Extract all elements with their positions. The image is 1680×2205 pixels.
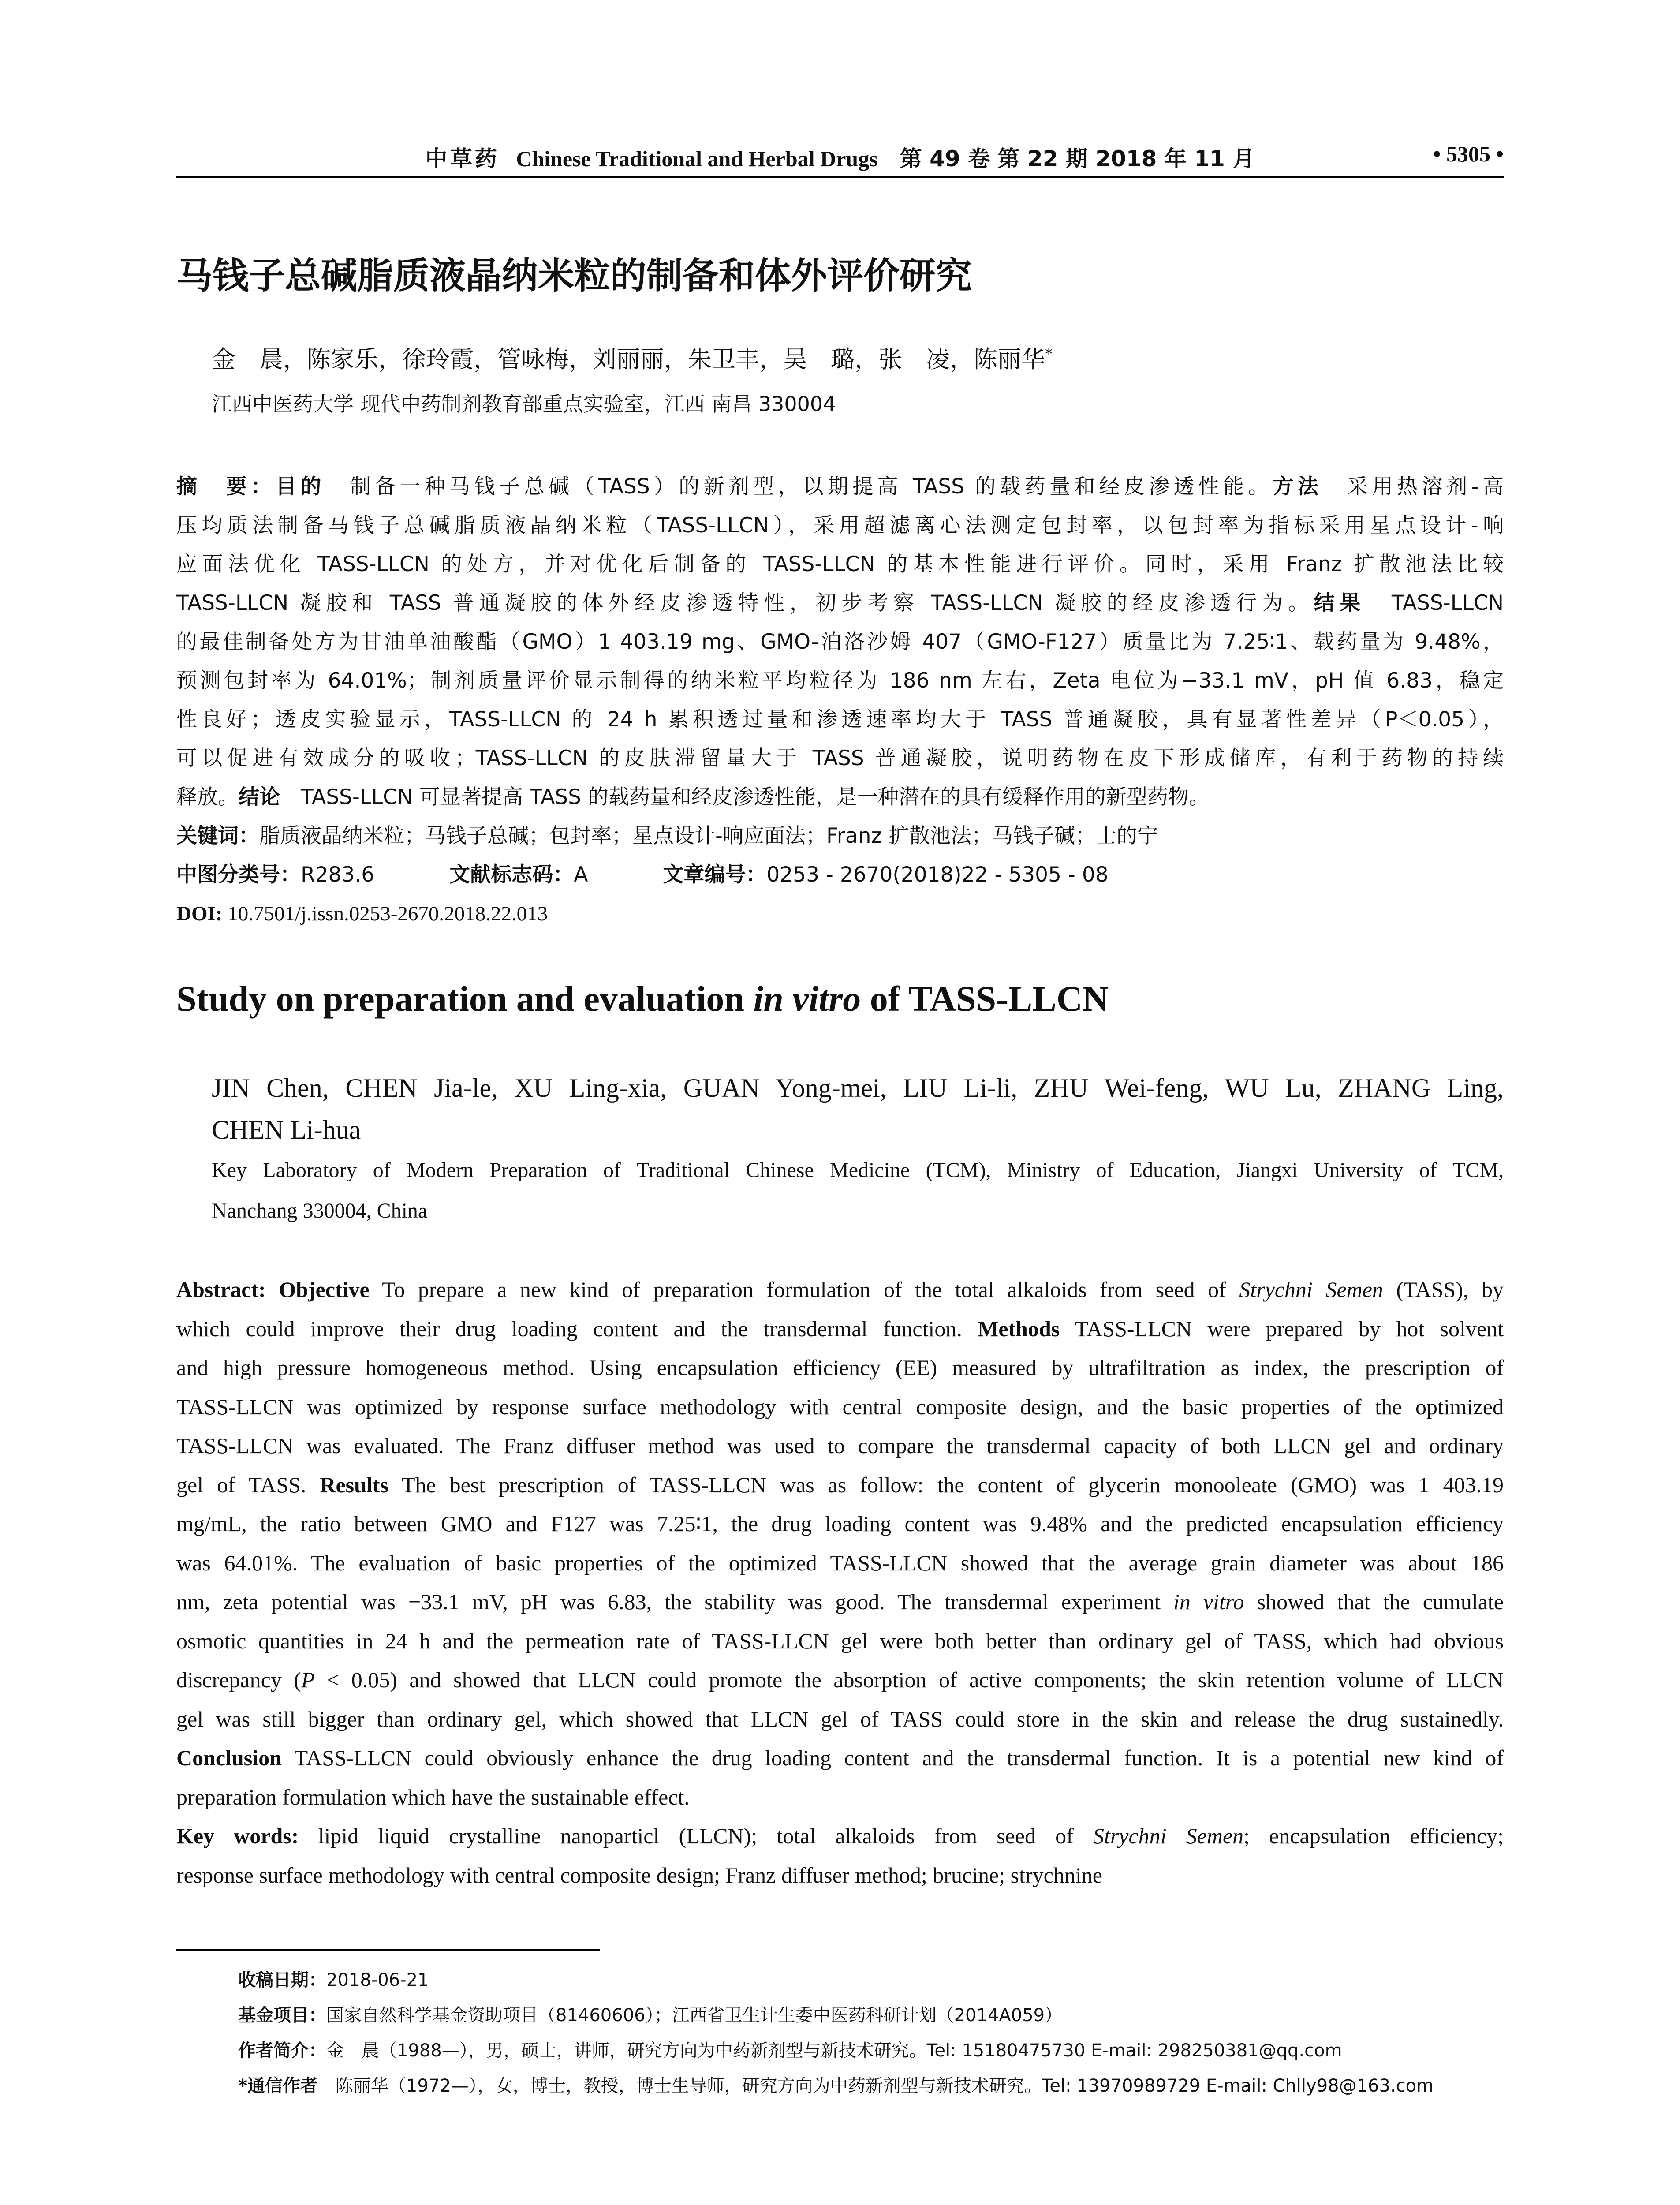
results-label-cn: 结果: [1314, 591, 1366, 615]
abstract-en-line-2: which could improve their drug loading content and the transdermal function. Methods TASS-LLCN were prepared by hot solvent: [176, 1316, 1504, 1341]
header-journal: [176, 141, 1504, 173]
keywords-cn-label: 关键词：: [176, 824, 259, 848]
abstract-cn-label: 摘 要：: [176, 475, 276, 499]
page-number: • 5305 •: [1433, 142, 1504, 166]
keywords-en-line-1: Key words: lipid liquid crystalline nanoparticl (LLCN); total alkaloids from seed of Strychni Semen; encapsulation efficiency;: [176, 1824, 1504, 1848]
abstract-conclusion-label: Conclusion: [176, 1745, 282, 1770]
footnotes: [238, 1962, 1434, 2104]
article-number: 0253 - 2670(2018)22 - 5305 - 08: [766, 863, 1109, 887]
clc-number: R283.6: [301, 863, 375, 887]
keywords-en-label: Key words:: [176, 1824, 299, 1848]
article-title-en: Study on preparation and evaluation in vitro of TASS-LLCN: [176, 979, 1109, 1019]
abstract-cn-line-5: 的最佳制备处方为甘油单油酸酯（GMO）1 403.19 mg、GMO-泊洛沙姆 407（GMO-F127）质量比为 7.25∶1、载药量为 9.48%，: [176, 630, 1504, 654]
abstract-cn-line-6: 预测包封率为 64.01%；制剂质量评价显示制得的纳米粒平均粒径为 186 nm 左右，Zeta 电位为−33.1 mV，pH 值 6.83，稳定: [176, 669, 1504, 693]
authors-en-line-1: JIN Chen, CHEN Jia-le, XU Ling-xia, GUAN Yong-mei, LIU Li-li, ZHU Wei-feng, WU Lu, ZHANG Ling,: [212, 1073, 1504, 1102]
objective-label-cn: 目的: [276, 475, 325, 499]
abstract-en-line-4: TASS-LLCN was optimized by response surface methodology with central composite design, and the basic properties of the optimized: [176, 1394, 1504, 1419]
abstract-cn-line-3: 应面法优化 TASS-LLCN 的处方，并对优化后制备的 TASS-LLCN 的基本性能进行评价。同时，采用 Franz 扩散池法比较: [176, 552, 1504, 576]
abstract-en-line-7: mg/mL, the ratio between GMO and F127 was 7.25∶1, the drug loading content was 9.48% and the predicted encapsulation efficiency: [176, 1511, 1504, 1536]
keywords-en-line-2: response surface methodology with central composite design; Franz diffuser method; brucine; strychnine: [176, 1862, 1102, 1887]
doi-value: 10.7501/j.issn.0253-2670.2018.22.013: [228, 902, 548, 925]
conclusion-label-cn: 结论: [239, 785, 280, 809]
authors-en-line-2: CHEN Li-hua: [212, 1115, 361, 1144]
abstract-en-line-3: and high pressure homogeneous method. Using encapsulation efficiency (EE) measured by ultrafiltration as index, the prescription of: [176, 1355, 1504, 1380]
article-title-cn: 马钱子总碱脂质液晶纳米粒的制备和体外评价研究: [176, 255, 972, 297]
doi-line: [176, 894, 1504, 933]
doi-label: DOI:: [176, 902, 223, 925]
affiliation-en: [212, 1150, 1504, 1231]
classification-line: 中图分类号：R283.6 文献标志码：A 文章编号：0253 - 2670(2018)22 - 5305 - 08: [176, 863, 1109, 887]
abstract-cn-line-2: 压均质法制备马钱子总碱脂质液晶纳米粒（TASS-LLCN），采用超滤离心法测定包封率，以包封率为指标采用星点设计-响: [176, 513, 1504, 538]
authors-en: [212, 1067, 1504, 1151]
document-code: A: [574, 863, 588, 887]
abstract-en-line-12: gel was still bigger than ordinary gel, which showed that LLCN gel of TASS could store in the skin and release the drug sustainedly.: [176, 1706, 1504, 1731]
journal-name-en: Chinese Traditional and Herbal Drugs: [516, 146, 878, 171]
keywords-cn-text: 脂质液晶纳米粒；马钱子总碱；包封率；星点设计-响应面法；Franz 扩散池法；马钱子碱；士的宁: [259, 824, 1158, 848]
journal-name-cn: 中草药: [425, 146, 500, 172]
abstract-objective-label: Abstract: Objective: [176, 1277, 370, 1302]
footnote-author: 作者简介：金 晨（1988—），男，硕士，讲师，研究方向为中药新剂型与新技术研究。Tel: 15180475730 E-mail: 298250381@qq.com: [238, 2041, 1342, 2061]
abstract-cn-line-9: 释放。结论 TASS-LLCN 可显著提高 TASS 的载药量和经皮渗透性能，是一种潜在的具有缓释作用的新型药物。: [176, 785, 1210, 809]
abstract-cn-line-7: 性良好；透皮实验显示，TASS-LLCN 的 24 h 累积透过量和渗透速率均大于 TASS 普通凝胶，具有显著性差异（P＜0.05），: [176, 707, 1504, 732]
abstract-cn-line-8: 可以促进有效成分的吸收；TASS-LLCN 的皮肤滞留量大于 TASS 普通凝胶，说明药物在皮下形成储库，有利于药物的持续: [176, 746, 1504, 770]
header-rule: [176, 176, 1504, 178]
abstract-methods-label: Methods: [978, 1316, 1060, 1341]
affiliation-cn: 江西中医药大学 现代中药制剂教育部重点实验室，江西 南昌 330004: [212, 392, 836, 416]
journal-issue: 第 49 卷 第 22 期 2018 年 11 月: [900, 146, 1255, 172]
abstract-results-label: Results: [320, 1472, 388, 1497]
footnote-corresponding: *通信作者 陈丽华（1972—），女，博士，教授，博士生导师，研究方向为中药新剂型与新技术研究。Tel: 13970989729 E-mail: Chlly98@163.com: [238, 2076, 1434, 2096]
methods-label-cn: 方法: [1273, 475, 1323, 499]
abstract-en-line-1: Abstract: Objective To prepare a new kind of preparation formulation of the total alkaloids from seed of Strychni Semen (TASS), by: [176, 1277, 1504, 1302]
authors-cn-names: 金 晨，陈家乐，徐玲霞，管咏梅，刘丽丽，朱卫丰，吴 璐，张 凌，陈丽华: [212, 345, 1045, 373]
abstract-cn-line-4: TASS-LLCN 凝胶和 TASS 普通凝胶的体外经皮渗透特性，初步考察 TASS-LLCN 凝胶的经皮渗透行为。结果 TASS-LLCN: [176, 591, 1504, 615]
footnote-received: 收稿日期：2018-06-21: [238, 1970, 429, 1990]
abstract-en-line-8: was 64.01%. The evaluation of basic properties of the optimized TASS-LLCN showed that the average grain diameter was about 186: [176, 1550, 1504, 1575]
affiliation-en-line-2: Nanchang 330004, China: [212, 1199, 428, 1222]
abstract-en-line-9: nm, zeta potential was −33.1 mV, pH was 6.83, the stability was good. The transdermal experiment in vitro showed that the cumulate: [176, 1589, 1504, 1614]
affiliation-en-line-1: Key Laboratory of Modern Preparation of Traditional Chinese Medicine (TCM), Ministry of Education, Jiangxi University of TCM,: [212, 1159, 1504, 1182]
abstract-en: [176, 1270, 1504, 1895]
abstract-cn-line-1: 摘 要：目的 制备一种马钱子总碱（TASS）的新剂型，以期提高 TASS 的载药量和经皮渗透性能。方法 采用热溶剂-高: [176, 475, 1504, 499]
authors-cn: [212, 340, 1053, 374]
abstract-en-line-6: gel of TASS. Results The best prescription of TASS-LLCN was as follow: the content of glycerin monooleate (GMO) was 1 403.19: [176, 1472, 1504, 1497]
footnote-fund: 基金项目：国家自然科学基金资助项目（81460606）；江西省卫生计生委中医药科研计划（2014A059）: [238, 2005, 1063, 2026]
abstract-cn: [176, 467, 1504, 933]
footnote-rule: [176, 1949, 600, 1951]
abstract-en-line-13: Conclusion TASS-LLCN could obviously enhance the drug loading content and the transdermal function. It is a potential new kind of: [176, 1745, 1504, 1770]
abstract-en-line-11: discrepancy (P < 0.05) and showed that LLCN could promote the absorption of active components; the skin retention volume of LLCN: [176, 1667, 1504, 1692]
keywords-cn: [176, 817, 1504, 856]
abstract-en-line-14: preparation formulation which have the sustainable effect.: [176, 1784, 690, 1809]
abstract-en-line-5: TASS-LLCN was evaluated. The Franz diffuser method was used to compare the transdermal capacity of both LLCN gel and ordinary: [176, 1433, 1504, 1458]
abstract-en-line-10: osmotic quantities in 24 h and the permeation rate of TASS-LLCN gel were both better than ordinary gel of TASS, which had obvious: [176, 1628, 1504, 1653]
running-header: [176, 141, 1504, 176]
corresponding-mark: *: [1045, 345, 1053, 363]
